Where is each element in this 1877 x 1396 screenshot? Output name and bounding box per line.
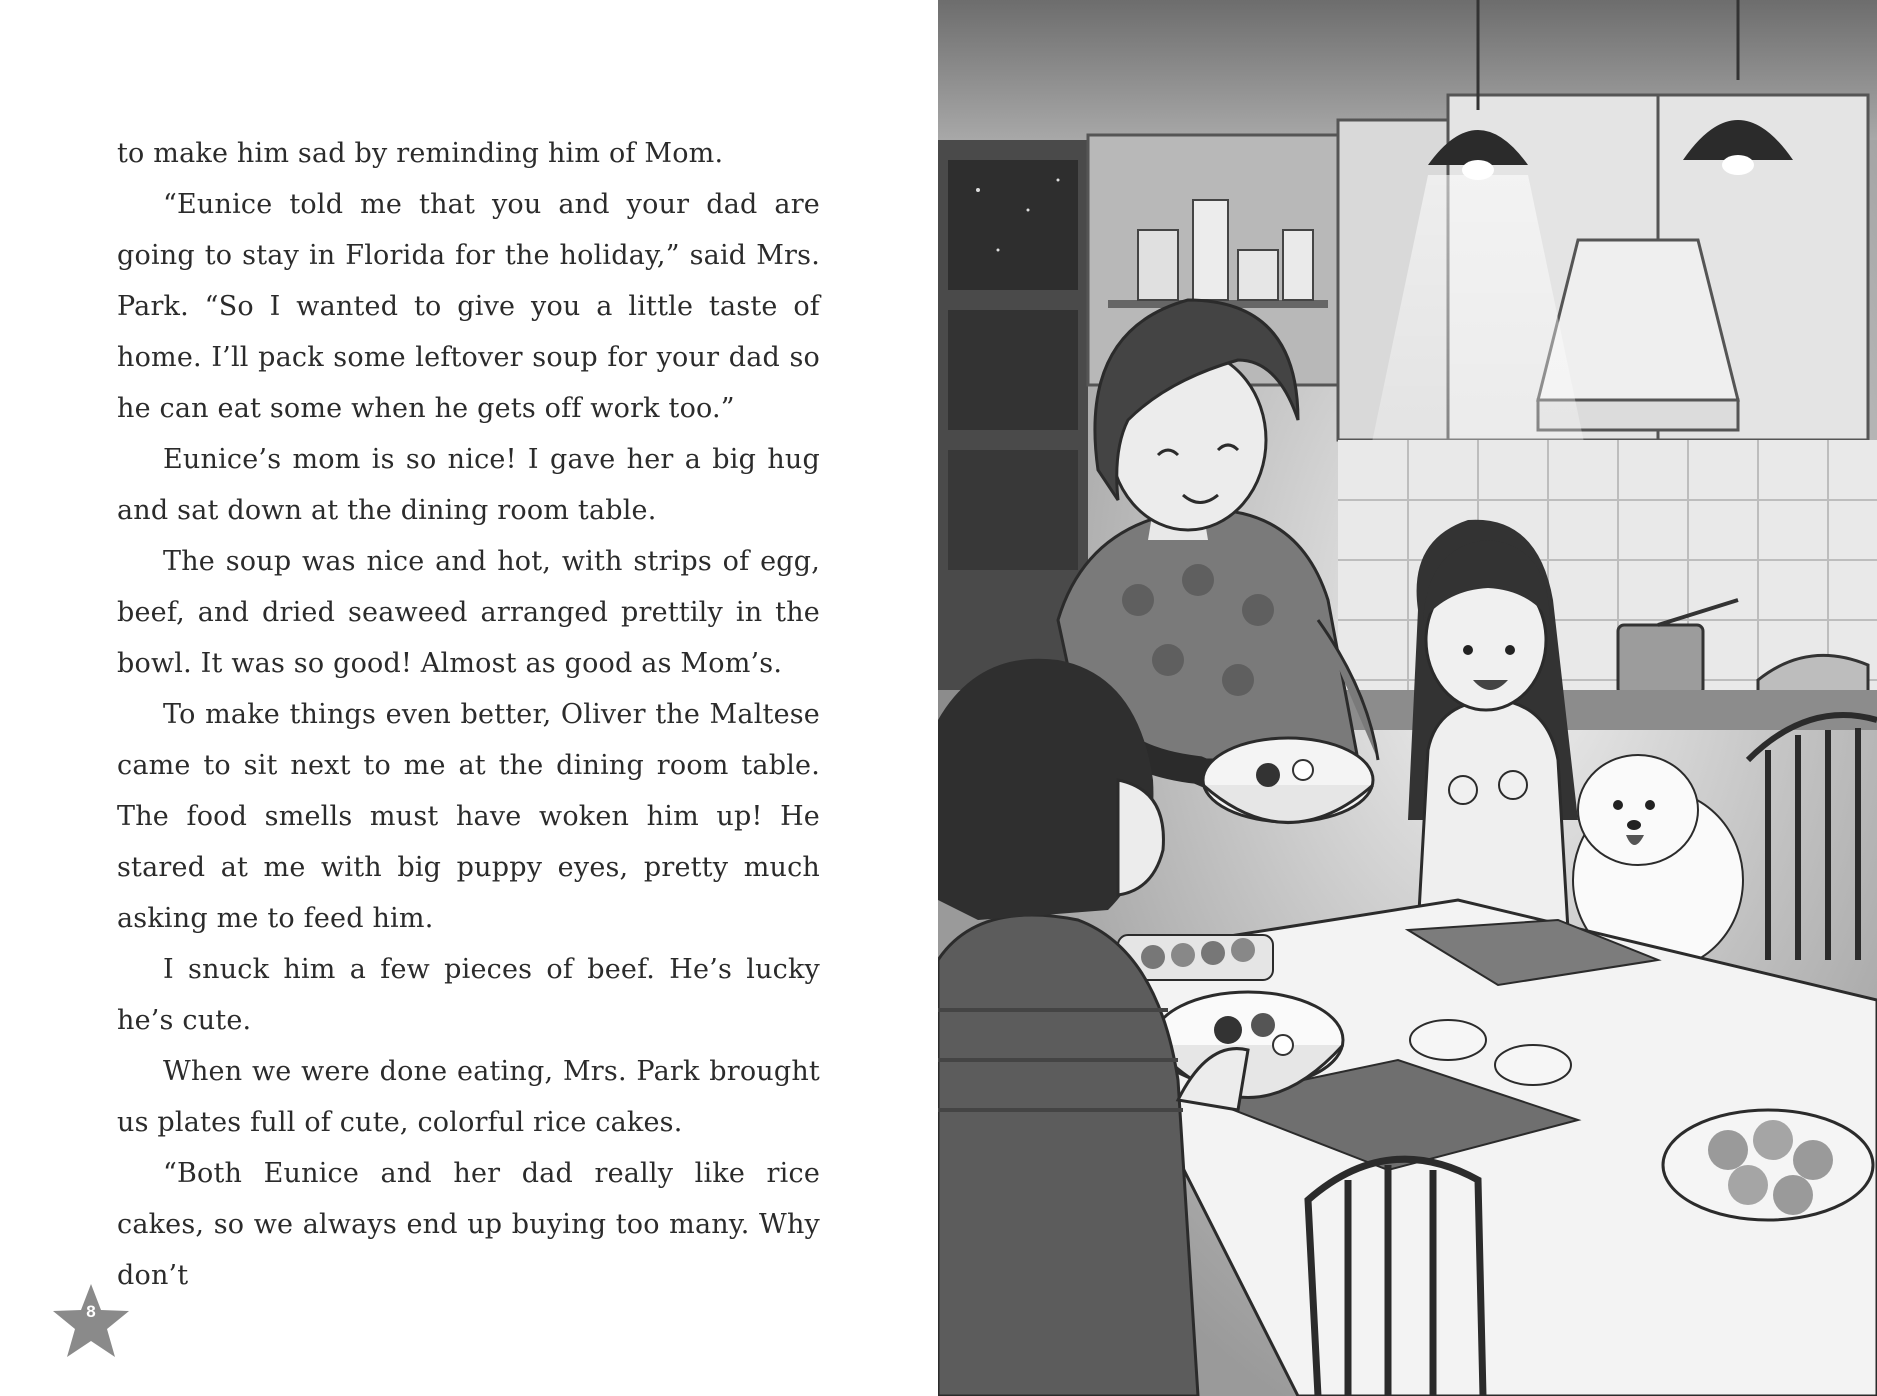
paragraph: Eunice’s mom is so nice! I gave her a big hug and sat down at the dining room table. [117, 444, 820, 526]
text-page [0, 0, 938, 1396]
kitchen-illustration [938, 0, 1877, 1396]
page-number: 8 [86, 1302, 96, 1321]
paragraph: to make him sad by reminding him of Mom. [117, 138, 724, 169]
body-text [117, 128, 820, 1301]
paragraph: When we were done eating, Mrs. Park brought us plates full of cute, colorful rice cakes. [117, 1056, 820, 1138]
paragraph: The soup was nice and hot, with strips of egg, beef, and dried seaweed arranged prettily in the bowl. It was so good! Almost as good as Mom’s. [117, 546, 820, 679]
paragraph: I snuck him a few pieces of beef. He’s lucky he’s cute. [117, 954, 820, 1036]
paragraph: “Eunice told me that you and your dad are going to stay in Florida for the holiday,” said Mrs. Park. “So I wanted to give you a little taste of home. I’ll pack some leftover soup for your dad so he can eat some when he gets off work too.” [117, 189, 820, 424]
paragraph: “Both Eunice and her dad really like rice cakes, so we always end up buying too many. Why don’t [117, 1158, 820, 1291]
paragraph: To make things even better, Oliver the Maltese came to sit next to me at the dining room table. The food smells must have woken him up! He stared at me with big puppy eyes, pretty much asking me to feed him. [117, 699, 820, 934]
